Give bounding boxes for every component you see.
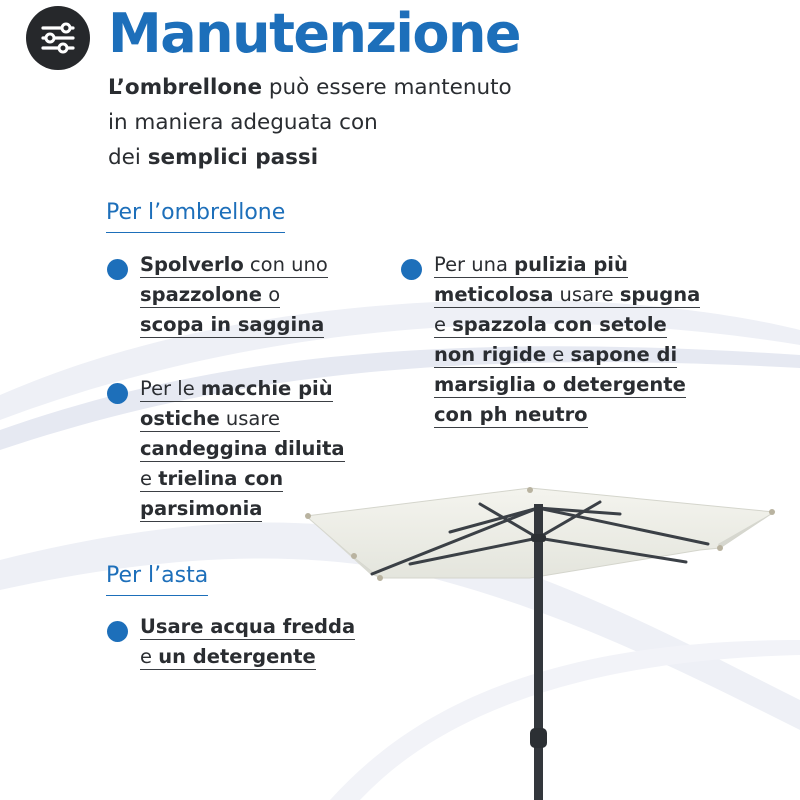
bullet-text-part: e: [140, 467, 159, 490]
intro-strong: semplici passi: [147, 145, 319, 170]
intro-strong: L’ombrellone: [108, 75, 263, 100]
intro-line: in maniera adeguata con: [108, 110, 378, 135]
bullet-strong: spugna: [619, 283, 701, 306]
bullet-strong: candeggina diluita: [140, 437, 345, 460]
intro-text-part: può essere mantenuto: [262, 75, 512, 100]
bullet-text-part: e: [140, 645, 159, 668]
bullet-strong: trielina con: [158, 467, 284, 490]
bullet-dot: [107, 259, 128, 280]
bullet-strong: scopa in saggina: [140, 313, 325, 336]
bullet-strong: spazzolone: [140, 283, 263, 306]
bullet-pulizia: [434, 250, 700, 430]
bullet-text-part: usare: [553, 283, 620, 306]
bullet-text-part: o: [262, 283, 281, 306]
patio-umbrella-image: [300, 478, 780, 800]
bullet-text-part: Per le: [140, 377, 201, 400]
bullet-strong: un detergente: [158, 645, 316, 668]
bullet-text-part: e: [434, 313, 453, 336]
bullet-text-part: Per una: [434, 253, 515, 276]
bullet-dot: [401, 259, 422, 280]
bullet-strong: spazzola con setole: [452, 313, 667, 336]
bullet-strong: marsiglia o detergente: [434, 373, 686, 396]
bullet-strong: Usare acqua fredda: [140, 615, 356, 638]
bullet-text-part: usare: [219, 407, 280, 430]
bullet-strong: Spolverlo: [140, 253, 244, 276]
section-title-asta: Per l’asta: [106, 561, 208, 596]
bullet-strong: parsimonia: [140, 497, 263, 520]
bullet-strong: sapone di: [570, 343, 678, 366]
bullet-strong: ostiche: [140, 407, 220, 430]
bullet-spolverlo: [140, 250, 328, 340]
bullet-strong: con ph neutro: [434, 403, 588, 426]
sliders-icon: [26, 6, 90, 70]
bullet-strong: pulizia più: [514, 253, 628, 276]
bullet-dot: [107, 621, 128, 642]
intro-text-part: dei: [108, 145, 148, 170]
section-title-ombrellone: Per l’ombrellone: [106, 198, 285, 233]
bullet-strong: meticolosa: [434, 283, 554, 306]
bullet-dot: [107, 383, 128, 404]
page-title: Manutenzione: [108, 2, 521, 65]
bullet-text-part: con uno: [243, 253, 328, 276]
bullet-text-part: e: [546, 343, 571, 366]
bullet-strong: macchie più: [200, 377, 333, 400]
intro-text: [108, 70, 512, 175]
bullet-strong: non rigide: [434, 343, 547, 366]
